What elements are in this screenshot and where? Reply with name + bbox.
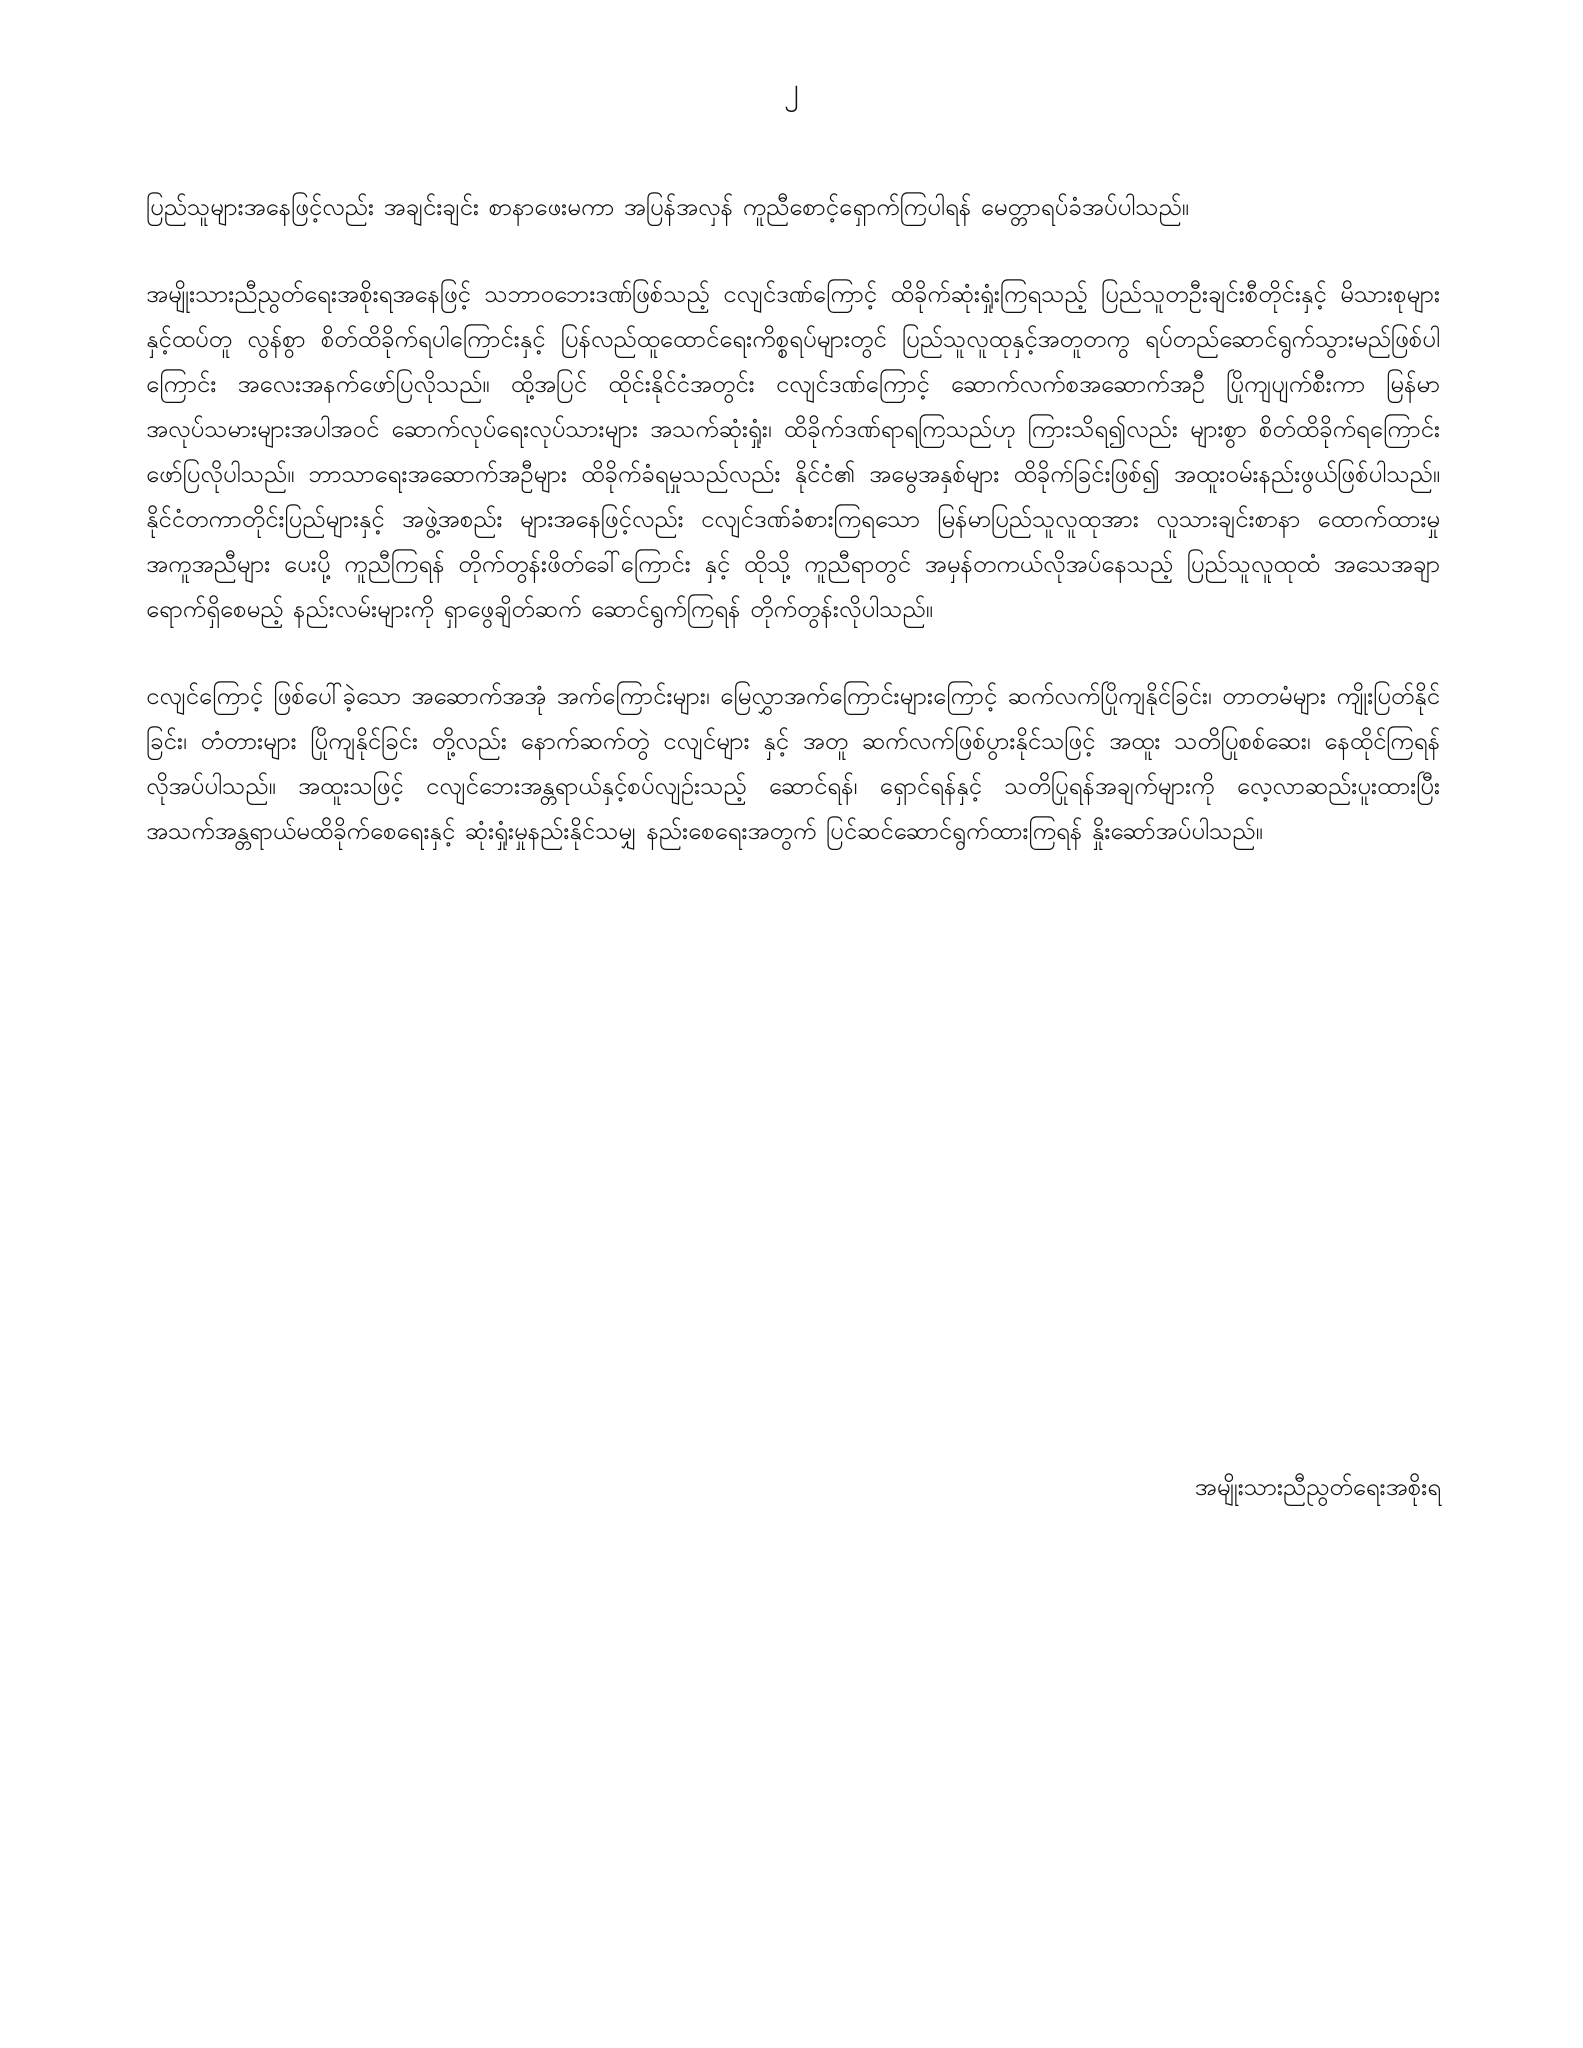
paragraph-condolence: အမျိုးသားညီညွတ်ရေးအစိုးရအနေဖြင့် သဘာဝဘေးဒဏ်ဖြစ်သည့် ငလျင်ဒဏ်ကြောင့် ထိခိုက်ဆုံးရှုံးကြရသည့် ပြည်သူတဦးချင်းစီတိုင်းနှင့် မိသားစုများနှင့်ထပ်တူ လွန်စွာ စိတ်ထိခိုက်ရပါကြောင်းနှင့် ပြန်လည်ထူထောင်ရေးကိစ္စရပ်များတွင် ပြည်သူလူထုနှင့်အတူတကွ ရပ်တည်ဆောင်ရွက်သွားမည်ဖြစ်ပါကြောင်း အလေးအနက်ဖော်ပြလိုသည်။ ထို့အပြင် ထိုင်းနိုင်ငံအတွင်း ငလျင်ဒဏ်ကြောင့် ဆောက်လက်စအဆောက်အဦ ပြိုကျပျက်စီးကာ မြန်မာအလုပ်သမားများအပါအဝင် ဆောက်လုပ်ရေးလုပ်သားများ အသက်ဆုံးရှုံး၊ ထိခိုက်ဒဏ်ရာရကြသည်ဟု ကြားသိရ၍လည်း များစွာ စိတ်ထိခိုက်ရကြောင်း ဖော်ပြလိုပါသည်။ ဘာသာရေးအဆောက်အဦများ ထိခိုက်ခံရမှုသည်လည်း နိုင်ငံ၏ အမွေအနှစ်များ ထိခိုက်ခြင်းဖြစ်၍ အထူးဝမ်းနည်းဖွယ်ဖြစ်ပါသည်။ နိုင်ငံတကာတိုင်းပြည်များနှင့် အဖွဲ့အစည်း များအနေဖြင့်လည်း ငလျင်ဒဏ်ခံစားကြရသော မြန်မာပြည်သူလူထုအား လူသားချင်းစာနာ ထောက်ထားမှု အကူအညီများ ပေးပို့ ကူညီကြရန် တိုက်တွန်းဖိတ်ခေါ်ကြောင်း နှင့် ထိုသို့ ကူညီရာတွင် အမှန်တကယ်လိုအပ်နေသည့် ပြည်သူလူထုထံ အသေအချာ ရောက်ရှိစေမည့် နည်းလမ်းများကို ရှာဖွေချိတ်ဆက် ဆောင်ရွက်ကြရန် တိုက်တွန်းလိုပါသည်။ [146,280,1440,623]
paragraph-safety-warning: ငလျင်ကြောင့် ဖြစ်ပေါ်ခဲ့သော အဆောက်အအုံ အက်ကြောင်းများ၊ မြေလွှာအက်ကြောင်းများကြောင့် ဆက်လက်ပြိုကျနိုင်ခြင်း၊ တာတမံများ ကျိုးပြတ်နိုင်ခြင်း၊ တံတားများ ပြိုကျနိုင်ခြင်း တို့လည်း နောက်ဆက်တွဲ ငလျင်များ နှင့် အတူ ဆက်လက်ဖြစ်ပွားနိုင်သဖြင့် အထူး သတိပြုစစ်ဆေး၊ နေထိုင်ကြရန် လိုအပ်ပါသည်။ အထူးသဖြင့် ငလျင်ဘေးအန္တရာယ်နှင့်စပ်လျဉ်းသည့် ဆောင်ရန်၊ ရှောင်ရန်နှင့် သတိပြုရန်အချက်များကို လေ့လာဆည်းပူးထားပြီး အသက်အန္တရာယ်မထိခိုက်စေရေးနှင့် ဆုံးရှုံးမှုနည်းနိုင်သမျှ နည်းစေရေးအတွက် ပြင်ဆင်ဆောင်ရွက်ထားကြရန် နှိုးဆော်အပ်ပါသည်။ [146,682,1440,845]
letter-body [146,185,1440,854]
signature: အမျိုးသားညီညွတ်ရေးအစိုးရ [1194,1473,1441,1501]
page-number: ၂ [784,72,799,107]
paragraph-appeal: ပြည်သူများအနေဖြင့်လည်း အချင်းချင်း စာနာဖေးမကာ အပြန်အလှန် ကူညီစောင့်ရှောက်ကြပါရန် မေတ္တာရပ်ခံအပ်ပါသည်။ [146,193,1189,221]
